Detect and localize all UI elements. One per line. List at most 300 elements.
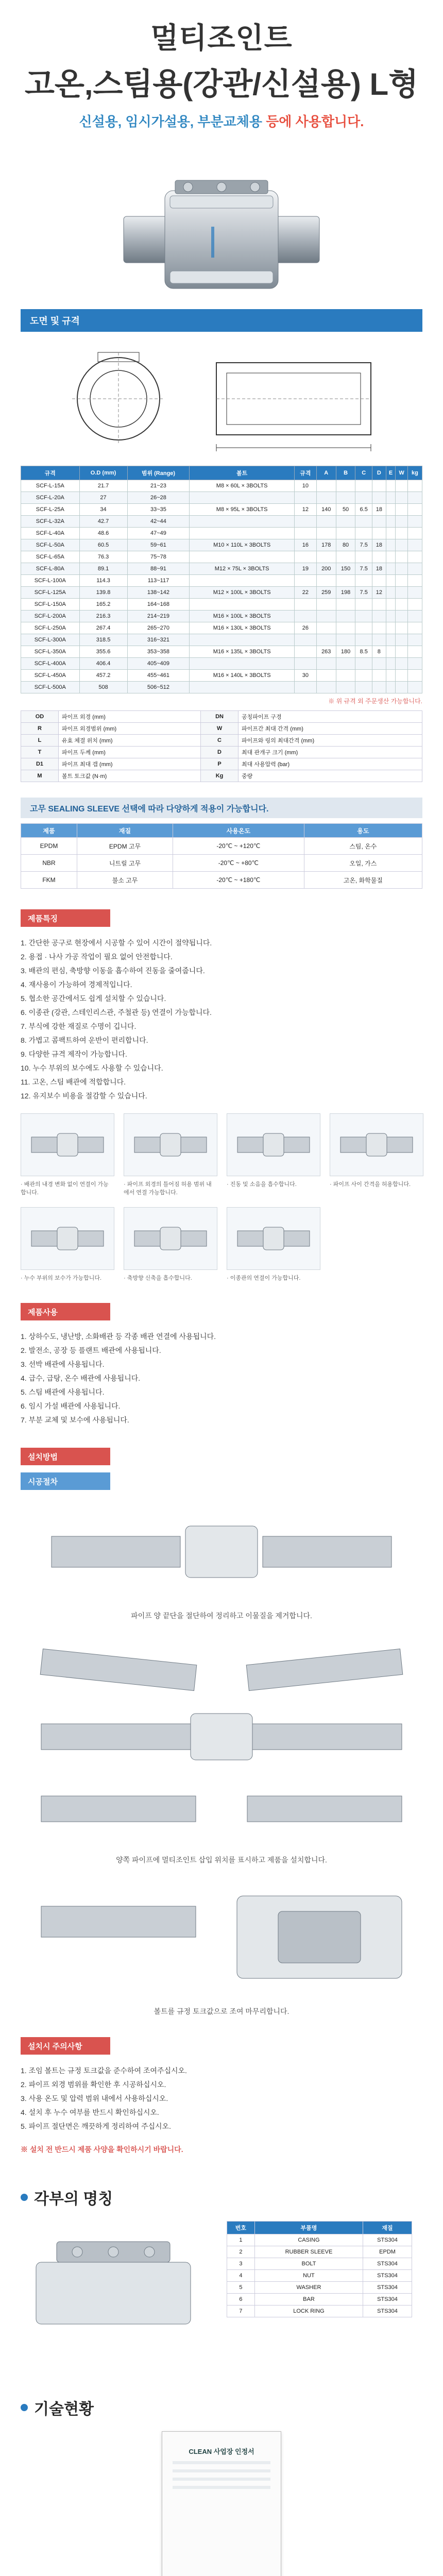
spec-cell: SCF-L-15A bbox=[21, 480, 80, 492]
spec-cell bbox=[386, 646, 395, 658]
spec-cell bbox=[396, 670, 408, 682]
spec-cell: 60.5 bbox=[79, 539, 127, 551]
spec-cell bbox=[355, 622, 372, 634]
spec-cell: 34 bbox=[79, 504, 127, 516]
spec-cell bbox=[355, 658, 372, 670]
caution-item: 1. 조임 볼트는 규정 토크값을 준수하여 조여주십시오. bbox=[21, 2066, 187, 2075]
spec-cell bbox=[386, 516, 395, 528]
parts-cell: 6 bbox=[227, 2294, 255, 2306]
parts-header-cell: 부품명 bbox=[254, 2222, 363, 2234]
fig-gap bbox=[330, 1113, 422, 1197]
caution-item: 4. 설치 후 누수 여부를 반드시 확인하십시오. bbox=[21, 2108, 159, 2116]
spec-cell: SCF-L-450A bbox=[21, 670, 80, 682]
spec-cell bbox=[316, 658, 336, 670]
legend-body bbox=[21, 711, 422, 782]
spec-row bbox=[21, 658, 422, 670]
spec-cell: 150 bbox=[336, 563, 355, 575]
spec-cell bbox=[355, 611, 372, 622]
parts-cell: WASHER bbox=[254, 2282, 363, 2294]
spec-cell: SCF-L-350A bbox=[21, 646, 80, 658]
spec-row bbox=[21, 670, 422, 682]
spec-cell: M12 × 100L × 3BOLTS bbox=[190, 587, 294, 599]
spec-cell bbox=[386, 670, 395, 682]
spec-cell bbox=[336, 670, 355, 682]
spec-cell: 114.3 bbox=[79, 575, 127, 587]
spec-cell bbox=[386, 528, 395, 539]
legend-desc: 공칭파이프 구경 bbox=[238, 711, 422, 723]
spec-note: ※ 위 규격 외 주문생산 가능합니다. bbox=[328, 698, 422, 705]
spec-cell: 8 bbox=[372, 646, 386, 658]
spec-cell: 59~61 bbox=[127, 539, 190, 551]
parts-cell: BAR bbox=[254, 2294, 363, 2306]
parts-row bbox=[227, 2306, 412, 2317]
parts-table bbox=[227, 2221, 412, 2317]
feature-item: 6. 이종관 (강관, 스테인리스관, 주철관 등) 연결이 가능합니다. bbox=[21, 1008, 212, 1016]
spec-cell bbox=[372, 611, 386, 622]
spec-row bbox=[21, 492, 422, 504]
fig-mixed bbox=[227, 1207, 319, 1282]
spec-cell: SCF-L-40A bbox=[21, 528, 80, 539]
spec-cell: 216.3 bbox=[79, 611, 127, 622]
spec-cell bbox=[396, 634, 408, 646]
legend-key: Kg bbox=[201, 770, 238, 782]
parts-cell: STS304 bbox=[363, 2234, 412, 2246]
figure-caption: · 누수 부위의 보수가 가능합니다. bbox=[21, 1275, 102, 1281]
spec-cell bbox=[190, 634, 294, 646]
legend-row bbox=[21, 723, 422, 735]
usage-item: 3. 선박 배관에 사용됩니다. bbox=[21, 1360, 105, 1368]
spec-cell: 16 bbox=[294, 539, 316, 551]
install-step1 bbox=[21, 1500, 422, 1603]
spec-cell bbox=[396, 539, 408, 551]
spec-cell bbox=[316, 492, 336, 504]
caution-item: 5. 파이프 절단면은 깨끗하게 정리하여 주십시오. bbox=[21, 2122, 171, 2130]
caution-list bbox=[21, 2064, 422, 2133]
spec-cell: 457.2 bbox=[79, 670, 127, 682]
usage-item: 4. 급수, 급탕, 온수 배관에 사용됩니다. bbox=[21, 1374, 141, 1382]
parts-cell: STS304 bbox=[363, 2258, 412, 2270]
fig-repair bbox=[21, 1207, 113, 1282]
parts-cell: BOLT bbox=[254, 2258, 363, 2270]
spec-row bbox=[21, 480, 422, 492]
cert-title: CLEAN 사업장 인정서 bbox=[189, 2448, 254, 2455]
section-install-sub-header: 시공절차 bbox=[21, 1472, 110, 1490]
spec-cell bbox=[316, 599, 336, 611]
spec-cell bbox=[294, 646, 316, 658]
spec-cell bbox=[396, 563, 408, 575]
spec-cell bbox=[294, 599, 316, 611]
figure-image bbox=[21, 1113, 114, 1176]
spec-cell bbox=[372, 670, 386, 682]
legend-key: T bbox=[21, 747, 59, 758]
spec-cell bbox=[396, 587, 408, 599]
usage-highlight: 신설용, 임시가설용, 부분교체용 bbox=[79, 114, 262, 129]
figure-image bbox=[227, 1113, 320, 1176]
spec-cell: M16 × 135L × 3BOLTS bbox=[190, 646, 294, 658]
spec-cell bbox=[407, 670, 422, 682]
sleeve-table bbox=[21, 823, 422, 889]
coupling-illustration bbox=[0, 155, 443, 309]
spec-cell: 42~44 bbox=[127, 516, 190, 528]
spec-cell bbox=[355, 575, 372, 587]
spec-cell bbox=[396, 622, 408, 634]
spec-cell bbox=[316, 682, 336, 693]
install-step2 bbox=[21, 1631, 422, 1848]
spec-header-row bbox=[21, 466, 422, 480]
spec-table bbox=[21, 466, 422, 693]
feature-item: 10. 누수 부위의 보수에도 사용할 수 있습니다. bbox=[21, 1064, 163, 1072]
spec-cell bbox=[407, 551, 422, 563]
sleeve-cell: 불소 고무 bbox=[77, 872, 173, 889]
spec-row bbox=[21, 622, 422, 634]
spec-row bbox=[21, 646, 422, 658]
spec-cell: 138~142 bbox=[127, 587, 190, 599]
spec-cell: SCF-L-125A bbox=[21, 587, 80, 599]
legend-key: C bbox=[201, 735, 238, 747]
install-step2-svg bbox=[21, 1631, 422, 1848]
parts-illustration bbox=[21, 2221, 206, 2365]
spec-cell: 455~461 bbox=[127, 670, 190, 682]
feature-item: 4. 재사용이 가능하여 경제적입니다. bbox=[21, 980, 132, 989]
spec-cell bbox=[407, 528, 422, 539]
spec-cell bbox=[355, 634, 372, 646]
legend-key: D bbox=[201, 747, 238, 758]
spec-cell: SCF-L-200A bbox=[21, 611, 80, 622]
spec-cell bbox=[336, 658, 355, 670]
spec-cell bbox=[386, 563, 395, 575]
spec-cell: 18 bbox=[372, 504, 386, 516]
sleeve-row bbox=[21, 855, 422, 872]
legend-desc: 파이프 외경범위 (mm) bbox=[59, 723, 201, 735]
sleeve-cell: 스팀, 온수 bbox=[304, 838, 422, 855]
spec-cell bbox=[336, 634, 355, 646]
spec-cell bbox=[190, 551, 294, 563]
parts-row bbox=[227, 2270, 412, 2282]
fig-axial bbox=[124, 1207, 216, 1282]
usage-item: 5. 스팀 배관에 사용됩니다. bbox=[21, 1388, 105, 1396]
spec-cell: 8.5 bbox=[355, 646, 372, 658]
sleeve-header-cell: 제품 bbox=[21, 824, 77, 838]
fig-vibration bbox=[227, 1113, 319, 1197]
spec-table-body bbox=[21, 480, 422, 693]
spec-cell bbox=[407, 682, 422, 693]
parts-cell: NUT bbox=[254, 2270, 363, 2282]
spec-row bbox=[21, 599, 422, 611]
spec-row bbox=[21, 528, 422, 539]
spec-cell: 198 bbox=[336, 587, 355, 599]
spec-cell bbox=[355, 480, 372, 492]
spec-cell: M16 × 130L × 3BOLTS bbox=[190, 622, 294, 634]
legend-desc: 파이프 두께 (mm) bbox=[59, 747, 201, 758]
spec-cell bbox=[294, 516, 316, 528]
legend-desc: 중량 bbox=[238, 770, 422, 782]
spec-row bbox=[21, 634, 422, 646]
spec-cell: 178 bbox=[316, 539, 336, 551]
usage-item: 7. 부분 교체 및 보수에 사용됩니다. bbox=[21, 1416, 129, 1424]
parts-header-cell: 재질 bbox=[363, 2222, 412, 2234]
spec-cell bbox=[386, 504, 395, 516]
spec-header-cell: W bbox=[396, 466, 408, 480]
spec-cell bbox=[316, 575, 336, 587]
spec-cell: 88~91 bbox=[127, 563, 190, 575]
spec-cell bbox=[386, 492, 395, 504]
legend-key: P bbox=[201, 758, 238, 770]
section-usage-header: 제품사용 bbox=[21, 1303, 110, 1320]
spec-cell bbox=[396, 492, 408, 504]
spec-cell bbox=[396, 551, 408, 563]
sleeve-header-cell: 재질 bbox=[77, 824, 173, 838]
install-step1-svg bbox=[21, 1500, 422, 1603]
spec-cell: 263 bbox=[316, 646, 336, 658]
spec-cell bbox=[372, 634, 386, 646]
spec-cell: 355.6 bbox=[79, 646, 127, 658]
figure-caption: · 이종관의 연결이 가능합니다. bbox=[227, 1275, 301, 1281]
spec-cell bbox=[294, 551, 316, 563]
spec-cell bbox=[407, 563, 422, 575]
figure-caption: · 파이프 외경의 틀어짐 허용 범위 내에서 연결 가능합니다. bbox=[124, 1181, 212, 1196]
legend-row bbox=[21, 747, 422, 758]
legend-desc: 볼트 토크값 (N·m) bbox=[59, 770, 201, 782]
spec-cell bbox=[294, 634, 316, 646]
bullet-icon bbox=[21, 2404, 28, 2411]
parts-cell: 7 bbox=[227, 2306, 255, 2317]
spec-cell bbox=[372, 528, 386, 539]
spec-cell: 47~49 bbox=[127, 528, 190, 539]
parts-cell: 2 bbox=[227, 2246, 255, 2258]
usage-item: 1. 상하수도, 냉난방, 소화배관 등 각종 배관 연결에 사용됩니다. bbox=[21, 1332, 216, 1341]
spec-cell bbox=[316, 516, 336, 528]
spec-cell: SCF-L-400A bbox=[21, 658, 80, 670]
spec-cell: SCF-L-80A bbox=[21, 563, 80, 575]
spec-row bbox=[21, 539, 422, 551]
parts-table-body bbox=[227, 2234, 412, 2317]
spec-cell: M8 × 60L × 3BOLTS bbox=[190, 480, 294, 492]
spec-cell: 80 bbox=[336, 539, 355, 551]
spec-cell: 22 bbox=[294, 587, 316, 599]
install-step2-caption: 양쪽 파이프에 멀티조인트 삽입 위치를 표시하고 제품을 설치합니다. bbox=[116, 1856, 327, 1864]
spec-cell bbox=[386, 587, 395, 599]
legend-key: R bbox=[21, 723, 59, 735]
figure-image bbox=[124, 1207, 217, 1270]
spec-cell: 165.2 bbox=[79, 599, 127, 611]
spec-cell bbox=[336, 622, 355, 634]
legend-row bbox=[21, 770, 422, 782]
parts-cell: STS304 bbox=[363, 2282, 412, 2294]
legend-desc: 최대 사용압력 (bar) bbox=[238, 758, 422, 770]
spec-cell bbox=[407, 658, 422, 670]
spec-cell: 26~28 bbox=[127, 492, 190, 504]
section-install-header: 설치방법 bbox=[21, 1448, 110, 1465]
spec-cell bbox=[386, 611, 395, 622]
drawing-svg bbox=[21, 332, 422, 466]
install-step3-caption: 볼트를 규정 토크값으로 조여 마무리합니다. bbox=[154, 2007, 289, 2015]
spec-cell bbox=[407, 516, 422, 528]
sleeve-row bbox=[21, 872, 422, 889]
spec-cell bbox=[372, 492, 386, 504]
spec-cell: SCF-L-32A bbox=[21, 516, 80, 528]
feature-item: 11. 고온, 스팀 배관에 적합합니다. bbox=[21, 1078, 126, 1086]
legend-desc: 최대 관개구 크기 (mm) bbox=[238, 747, 422, 758]
spec-header-cell: B bbox=[336, 466, 355, 480]
spec-cell: SCF-L-50A bbox=[21, 539, 80, 551]
spec-cell: 12 bbox=[372, 587, 386, 599]
parts-cell: STS304 bbox=[363, 2270, 412, 2282]
fig-pipe-joint bbox=[21, 1113, 113, 1197]
legend-key: W bbox=[201, 723, 238, 735]
figure-row-features-2 bbox=[21, 1207, 422, 1282]
spec-cell bbox=[372, 551, 386, 563]
spec-row bbox=[21, 563, 422, 575]
sleeve-cell: EPDM 고무 bbox=[77, 838, 173, 855]
sleeve-cell: 니트릴 고무 bbox=[77, 855, 173, 872]
spec-cell: 353~358 bbox=[127, 646, 190, 658]
spec-row bbox=[21, 575, 422, 587]
spec-cell: 113~117 bbox=[127, 575, 190, 587]
spec-cell: SCF-L-100A bbox=[21, 575, 80, 587]
spec-cell bbox=[190, 492, 294, 504]
spec-cell bbox=[190, 575, 294, 587]
spec-cell: 89.1 bbox=[79, 563, 127, 575]
usage-item: 6. 임시 가설 배관에 사용됩니다. bbox=[21, 1402, 121, 1410]
spec-cell: SCF-L-25A bbox=[21, 504, 80, 516]
usage-item: 2. 발전소, 공장 등 플랜트 배관에 사용됩니다. bbox=[21, 1346, 161, 1354]
usage-list bbox=[21, 1330, 422, 1427]
spec-cell bbox=[396, 599, 408, 611]
spec-cell bbox=[316, 622, 336, 634]
spec-cell: 140 bbox=[316, 504, 336, 516]
spec-cell: 21.7 bbox=[79, 480, 127, 492]
legend-desc: 파이프간 최대 간격 (mm) bbox=[238, 723, 422, 735]
section-features-header: 제품특징 bbox=[21, 909, 110, 927]
spec-cell bbox=[407, 622, 422, 634]
parts-cell: STS304 bbox=[363, 2306, 412, 2317]
spec-cell bbox=[372, 480, 386, 492]
tech-title-text: 기술현황 bbox=[34, 2401, 94, 2418]
spec-cell bbox=[355, 682, 372, 693]
spec-cell: 508 bbox=[79, 682, 127, 693]
section-sleeve-header: 고무 SEALING SLEEVE 선택에 따라 다양하게 적용이 가능합니다. bbox=[21, 798, 422, 818]
spec-cell: 316~321 bbox=[127, 634, 190, 646]
spec-cell: M16 × 100L × 3BOLTS bbox=[190, 611, 294, 622]
spec-cell: 214~219 bbox=[127, 611, 190, 622]
feature-item: 7. 부식에 강한 재질로 수명이 깁니다. bbox=[21, 1022, 137, 1030]
parts-cell: EPDM bbox=[363, 2246, 412, 2258]
hero-image bbox=[0, 155, 443, 309]
spec-cell: 406.4 bbox=[79, 658, 127, 670]
spec-cell bbox=[190, 599, 294, 611]
legend-table bbox=[21, 710, 422, 782]
fig-pipe-angle bbox=[124, 1113, 216, 1197]
spec-row bbox=[21, 587, 422, 599]
spec-cell bbox=[316, 480, 336, 492]
spec-cell: 42.7 bbox=[79, 516, 127, 528]
product-subtitle: 고온,스팀용(강관/신설용) L형 bbox=[24, 67, 419, 101]
spec-cell: 19 bbox=[294, 563, 316, 575]
legend-row bbox=[21, 711, 422, 723]
spec-cell bbox=[386, 658, 395, 670]
spec-cell bbox=[396, 480, 408, 492]
spec-cell: SCF-L-150A bbox=[21, 599, 80, 611]
legend-key: L bbox=[21, 735, 59, 747]
spec-cell bbox=[355, 528, 372, 539]
spec-cell bbox=[407, 504, 422, 516]
feature-item: 12. 유지보수 비용을 절감할 수 있습니다. bbox=[21, 1092, 147, 1100]
install-step1-caption: 파이프 양 끝단을 절단하여 정리하고 이물질을 제거합니다. bbox=[131, 1612, 312, 1620]
spec-cell: SCF-L-250A bbox=[21, 622, 80, 634]
legend-key: D1 bbox=[21, 758, 59, 770]
legend-row bbox=[21, 735, 422, 747]
spec-row bbox=[21, 504, 422, 516]
spec-cell: 267.4 bbox=[79, 622, 127, 634]
legend-row bbox=[21, 758, 422, 770]
spec-header-cell: kg bbox=[407, 466, 422, 480]
spec-cell: SCF-L-500A bbox=[21, 682, 80, 693]
spec-cell bbox=[396, 575, 408, 587]
spec-cell bbox=[336, 575, 355, 587]
spec-cell bbox=[372, 658, 386, 670]
spec-cell bbox=[396, 516, 408, 528]
spec-cell: 139.8 bbox=[79, 587, 127, 599]
spec-cell bbox=[294, 575, 316, 587]
spec-cell bbox=[190, 658, 294, 670]
spec-cell: 26 bbox=[294, 622, 316, 634]
spec-cell: 6.5 bbox=[355, 504, 372, 516]
spec-cell: 7.5 bbox=[355, 539, 372, 551]
parts-title bbox=[21, 2186, 422, 2209]
spec-cell: 33~35 bbox=[127, 504, 190, 516]
spec-cell bbox=[386, 480, 395, 492]
spec-cell bbox=[386, 682, 395, 693]
spec-row bbox=[21, 611, 422, 622]
spec-cell: 18 bbox=[372, 563, 386, 575]
spec-cell bbox=[386, 575, 395, 587]
sleeve-cell: -20℃ ~ +120℃ bbox=[173, 838, 304, 855]
spec-cell bbox=[316, 551, 336, 563]
parts-row bbox=[227, 2258, 412, 2270]
spec-header-cell: 규격 bbox=[21, 466, 80, 480]
sleeve-row bbox=[21, 838, 422, 855]
features-list bbox=[21, 936, 422, 1103]
spec-cell bbox=[407, 480, 422, 492]
spec-cell: M16 × 140L × 3BOLTS bbox=[190, 670, 294, 682]
spec-cell bbox=[294, 528, 316, 539]
spec-cell bbox=[386, 599, 395, 611]
spec-cell bbox=[372, 622, 386, 634]
spec-cell bbox=[336, 492, 355, 504]
feature-item: 5. 협소한 공간에서도 쉽게 설치할 수 있습니다. bbox=[21, 994, 166, 1003]
parts-header-row bbox=[227, 2222, 412, 2234]
install-step3-svg bbox=[21, 1875, 422, 1999]
spec-cell: M12 × 75L × 3BOLTS bbox=[190, 563, 294, 575]
parts-cell: RUBBER SLEEVE bbox=[254, 2246, 363, 2258]
sleeve-cell: FKM bbox=[21, 872, 77, 889]
feature-item: 8. 가볍고 콤팩트하여 운반이 편리합니다. bbox=[21, 1036, 148, 1044]
spec-cell bbox=[294, 492, 316, 504]
spec-cell bbox=[294, 682, 316, 693]
spec-cell bbox=[396, 504, 408, 516]
sleeve-header-cell: 용도 bbox=[304, 824, 422, 838]
feature-item: 3. 배관의 편심, 축방향 이동을 흡수하여 진동을 줄여줍니다. bbox=[21, 967, 205, 975]
spec-cell bbox=[372, 599, 386, 611]
legend-desc: 파이프 외경 (mm) bbox=[59, 711, 201, 723]
figure-image bbox=[227, 1207, 320, 1270]
sleeve-cell: 오일, 가스 bbox=[304, 855, 422, 872]
spec-cell bbox=[355, 492, 372, 504]
figure-caption: · 파이프 사이 간격을 허용합니다. bbox=[330, 1181, 411, 1188]
spec-cell bbox=[294, 658, 316, 670]
spec-cell bbox=[386, 539, 395, 551]
parts-header-cell: 번호 bbox=[227, 2222, 255, 2234]
